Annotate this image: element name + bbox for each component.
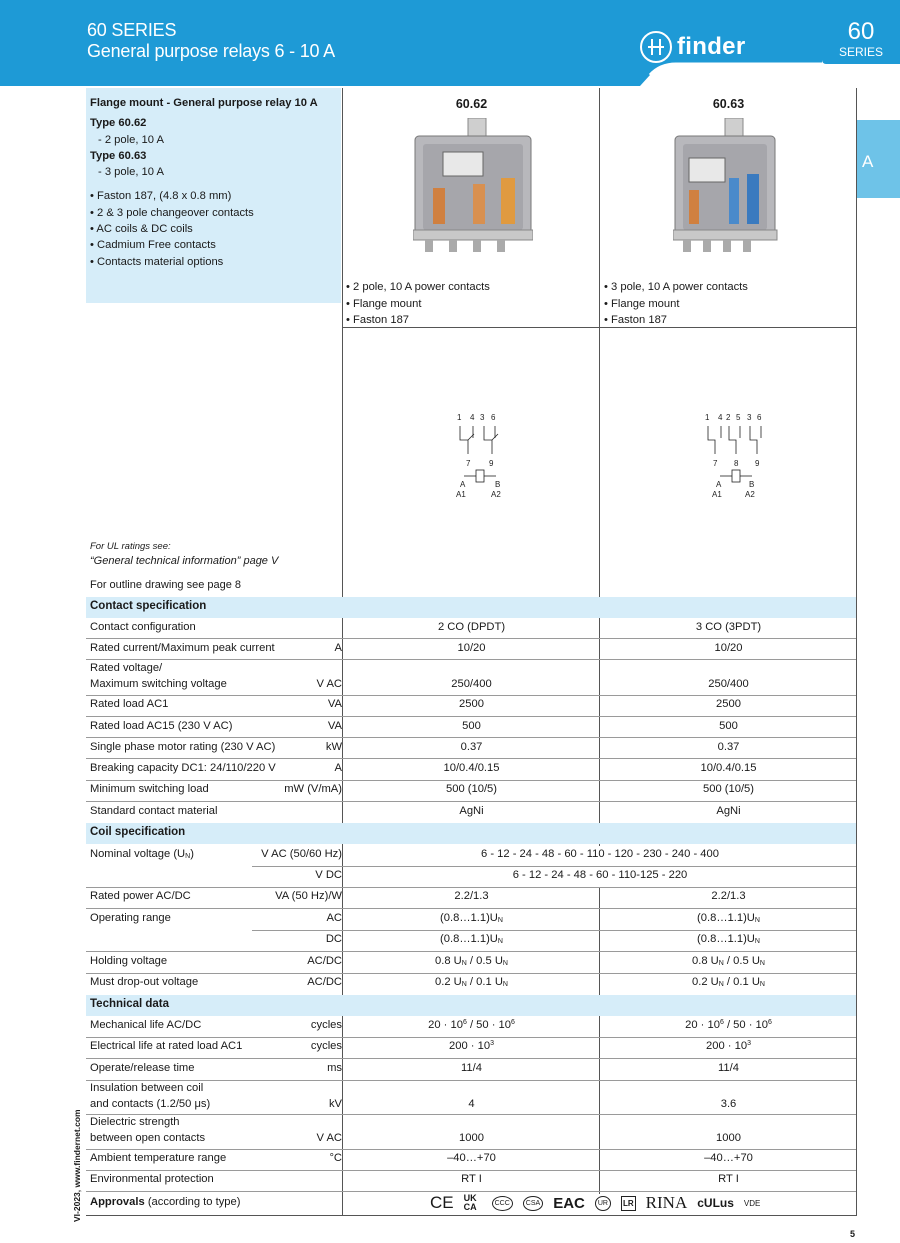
series-tab: [822, 0, 900, 64]
section-title: Contact specification: [90, 600, 207, 612]
divider: [342, 327, 856, 328]
svg-text:A1: A1: [712, 490, 722, 499]
svg-text:3: 3: [480, 413, 485, 422]
svg-text:4: 4: [470, 413, 475, 422]
schematic-60-62: [440, 410, 520, 502]
ce-mark-icon: CE: [430, 1193, 454, 1212]
csa-mark-icon: CSA: [523, 1196, 543, 1211]
ul-ratings-small: For UL ratings see:: [90, 541, 171, 552]
type-60-63-desc: - 3 pole, 10 A: [98, 166, 164, 179]
type-60-62-desc: - 2 pole, 10 A: [98, 133, 164, 146]
ur-mark-icon: UR: [595, 1196, 611, 1211]
vde-mark-icon: VDE: [743, 1198, 761, 1208]
type-60-63: Type 60.63: [90, 149, 147, 162]
svg-text:7: 7: [466, 459, 471, 468]
product-60-62-title: 60.62: [455, 97, 488, 111]
svg-text:1: 1: [705, 413, 710, 422]
svg-text:B: B: [495, 480, 501, 489]
feature-item: • Flange mount: [604, 296, 748, 313]
intro-title: Flange mount - General purpose relay 10 A: [90, 97, 318, 109]
product-60-63-features: [604, 279, 748, 329]
intro-bullet: • AC coils & DC coils: [90, 221, 341, 237]
header-bar: [0, 0, 900, 86]
svg-text:A2: A2: [745, 490, 755, 499]
svg-text:B: B: [749, 480, 755, 489]
feature-item: • Faston 187: [604, 312, 748, 329]
svg-text:6: 6: [491, 413, 496, 422]
ukca-mark-icon: UK CA: [463, 1193, 477, 1212]
svg-text:6: 6: [757, 413, 762, 422]
feature-item: • Faston 187: [346, 312, 490, 329]
intro-box: [86, 88, 341, 303]
svg-text:A1: A1: [456, 490, 466, 499]
feature-item: • Flange mount: [346, 296, 490, 313]
feature-item: • 2 pole, 10 A power contacts: [346, 279, 490, 296]
relay-60-63-image: [673, 118, 793, 253]
section-title: Technical data: [90, 998, 170, 1010]
svg-text:3: 3: [747, 413, 752, 422]
page-number: 5: [850, 1229, 856, 1239]
contact-spec-header: [86, 597, 856, 618]
finder-logo-text: finder: [677, 33, 746, 60]
feature-item: • 3 pole, 10 A power contacts: [604, 279, 748, 296]
edition-note: VI-2023, www.findernet.com: [72, 1109, 82, 1222]
svg-text:1: 1: [457, 413, 462, 422]
coil-spec-header: [86, 823, 856, 844]
culus-mark-icon: cULus: [697, 1196, 734, 1210]
approval-marks: [430, 1193, 760, 1213]
section-title: Coil specification: [90, 826, 186, 838]
svg-text:4: 4: [718, 413, 723, 422]
eac-mark-icon: EAC: [553, 1194, 585, 1212]
svg-text:9: 9: [489, 459, 494, 468]
svg-text:A: A: [716, 480, 722, 489]
outline-note: For outline drawing see page 8: [90, 579, 242, 591]
finder-logo: [640, 31, 745, 63]
technical-data-header: [86, 995, 856, 1016]
svg-text:A2: A2: [491, 490, 501, 499]
svg-text:8: 8: [734, 459, 739, 468]
schematic-60-63: [700, 410, 780, 502]
intro-bullet: • Faston 187, (4.8 x 0.8 mm): [90, 188, 341, 204]
product-60-63-title: 60.63: [712, 97, 745, 111]
series-tab-label: SERIES: [838, 45, 883, 59]
svg-text:9: 9: [755, 459, 760, 468]
general-info-link[interactable]: “General technical information” page V: [90, 555, 279, 567]
series-subtitle: General purpose relays 6 - 10 A: [87, 41, 335, 61]
finder-logo-icon: [640, 31, 672, 63]
ul-ratings-note: [90, 539, 171, 554]
relay-60-62-image: [413, 118, 533, 253]
intro-bullet: • Cadmium Free contacts: [90, 237, 341, 253]
type-60-62: Type 60.62: [90, 117, 147, 130]
section-tab: A: [856, 120, 900, 198]
general-info-ref[interactable]: [90, 554, 278, 569]
intro-bullets: [90, 188, 341, 269]
intro-bullet: • 2 & 3 pole changeover contacts: [90, 205, 341, 221]
rina-mark-icon: RINA: [645, 1193, 688, 1212]
product-60-62-features: [346, 279, 490, 329]
svg-text:7: 7: [713, 459, 718, 468]
ccc-mark-icon: CCC: [492, 1196, 513, 1211]
svg-text:2: 2: [726, 413, 731, 422]
lr-mark-icon: LR: [621, 1196, 636, 1211]
svg-text:A: A: [460, 480, 466, 489]
svg-text:5: 5: [736, 413, 741, 422]
series-tab-number: 60: [847, 18, 875, 45]
intro-bullet: • Contacts material options: [90, 254, 341, 270]
series-title: 60 SERIES: [87, 20, 177, 40]
column-divider: [599, 88, 600, 846]
